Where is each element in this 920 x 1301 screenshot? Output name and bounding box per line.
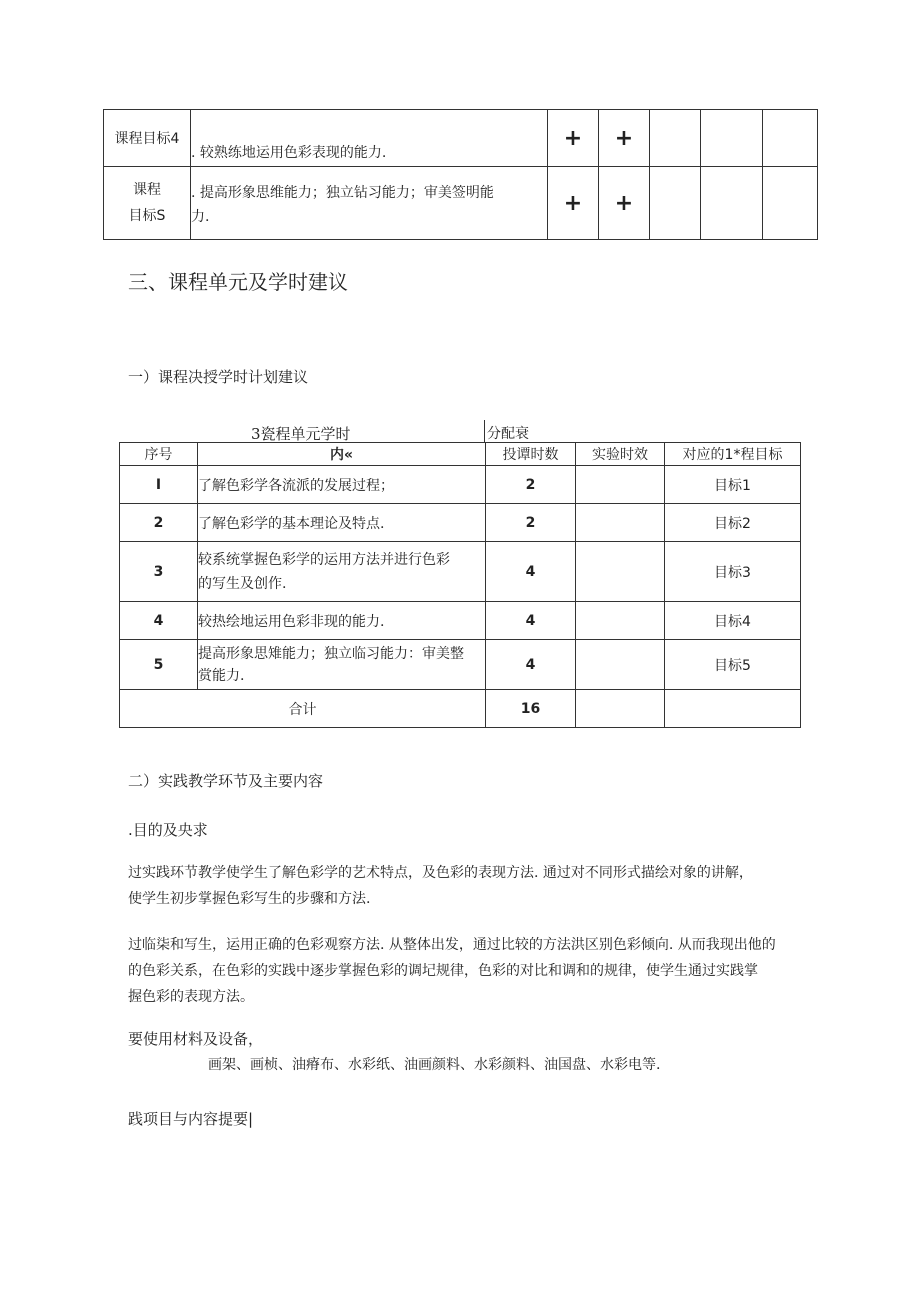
row-hours: 4 (486, 602, 576, 640)
label-line: 目标S (128, 208, 166, 224)
mark-cell: + (548, 167, 599, 240)
mark-cell (701, 167, 763, 240)
total-label: 合计 (120, 690, 486, 728)
row-hours: 2 (486, 466, 576, 504)
objective-label (104, 167, 191, 240)
paragraph-1 (128, 860, 753, 912)
content-line: 的写生及创作. (198, 575, 287, 592)
table-caption-left: 3瓷程单元学时 (251, 425, 351, 443)
table-header-row (120, 443, 801, 466)
row-lab (576, 504, 665, 542)
mark-cell: + (599, 167, 650, 240)
para-line: 过临柒和写生，运用正确的色彩观察方法. 从整体出发，通过比较的方法洪区别色彩倾向. 从而我现出他的 (128, 937, 776, 953)
table-row (120, 542, 801, 602)
row-content: 较热绘地运用色彩非现的能力. (198, 602, 486, 640)
header-target: 对应的1*程目标 (665, 443, 801, 466)
caption-divider (484, 420, 485, 442)
mark-cell: + (548, 110, 599, 167)
row-lab (576, 602, 665, 640)
row-target: 目标2 (665, 504, 801, 542)
para-line: 握色彩的表现方法。 (128, 989, 254, 1005)
table-total-row (120, 690, 801, 728)
objectives-table (103, 109, 818, 240)
table-row (120, 602, 801, 640)
row-hours: 2 (486, 504, 576, 542)
hours-table (119, 442, 801, 728)
projects-heading: 践项目与内容提要| (128, 1110, 254, 1128)
row-content (198, 542, 486, 602)
table-row (120, 466, 801, 504)
objective-label: 课程目标4 (104, 110, 191, 167)
header-no: 序号 (120, 443, 198, 466)
row-target: 目标4 (665, 602, 801, 640)
materials-heading: 要使用材料及设备， (128, 1030, 264, 1048)
total-target (665, 690, 801, 728)
purpose-heading: .目的及央求 (128, 821, 208, 839)
table-row (120, 504, 801, 542)
objective-text: . 较熟练地运用色彩表现的能力. (191, 110, 548, 167)
table-row (120, 640, 801, 690)
subsection-title: 一）课程决授学时计划建议 (128, 368, 309, 386)
para-line: 过实践环节教学使学生了解色彩学的艺术特点，及色彩的表现方法. 通过对不同形式描绘对象的讲解， (128, 865, 753, 881)
subsection-title: 二）实践教学环节及主要内容 (128, 772, 324, 790)
header-content: 内« (198, 443, 486, 466)
row-lab (576, 466, 665, 504)
row-content: 了解色彩学的基本理论及特点. (198, 504, 486, 542)
table-row (104, 110, 818, 167)
mark-cell (763, 167, 818, 240)
materials-text: 画架、画桢、油瘠布、水彩纸、油画颜料、水彩颜料、油国盘、水彩电等. (208, 1057, 661, 1073)
mark-cell (650, 110, 701, 167)
total-hours: 16 (486, 690, 576, 728)
row-no: 4 (120, 602, 198, 640)
row-no: 2 (120, 504, 198, 542)
row-content: 了解色彩学各流派的发展过程； (198, 466, 486, 504)
row-target: 目标1 (665, 466, 801, 504)
text-line: 力. (191, 209, 210, 225)
header-hours: 投谭时数 (486, 443, 576, 466)
content-line: 较系统掌握色彩学的运用方法并进行色彩 (198, 551, 450, 568)
mark-cell: + (599, 110, 650, 167)
mark-cell (650, 167, 701, 240)
row-no: 3 (120, 542, 198, 602)
row-no: 5 (120, 640, 198, 690)
row-hours: 4 (486, 542, 576, 602)
row-lab (576, 542, 665, 602)
row-hours: 4 (486, 640, 576, 690)
table-caption-right: 分配衰 (487, 426, 529, 442)
row-content (198, 640, 486, 690)
row-no: I (120, 466, 198, 504)
label-line: 课程 (133, 182, 161, 198)
row-target: 目标5 (665, 640, 801, 690)
content-line: 提高形象思雉能力；独立临习能力：审美整 (198, 645, 464, 662)
mark-cell (701, 110, 763, 167)
row-target: 目标3 (665, 542, 801, 602)
total-lab (576, 690, 665, 728)
section-title: 三、课程单元及学时建议 (128, 270, 348, 294)
para-line: 的色彩关系，在色彩的实践中逐步掌握色彩的调圮规律，色彩的对比和调和的规律，使学生通过实践掌 (128, 963, 758, 979)
objective-text (191, 167, 548, 240)
header-lab: 实验时效 (576, 443, 665, 466)
para-line: 使学生初步掌握色彩写生的步骤和方法. (128, 891, 371, 907)
text-line: . 提高形象思维能力；独立钻习能力；审美签明能 (191, 185, 494, 201)
mark-cell (763, 110, 818, 167)
content-line: 赏能力. (198, 667, 245, 684)
row-lab (576, 640, 665, 690)
table-row (104, 167, 818, 240)
paragraph-2 (128, 932, 776, 1010)
